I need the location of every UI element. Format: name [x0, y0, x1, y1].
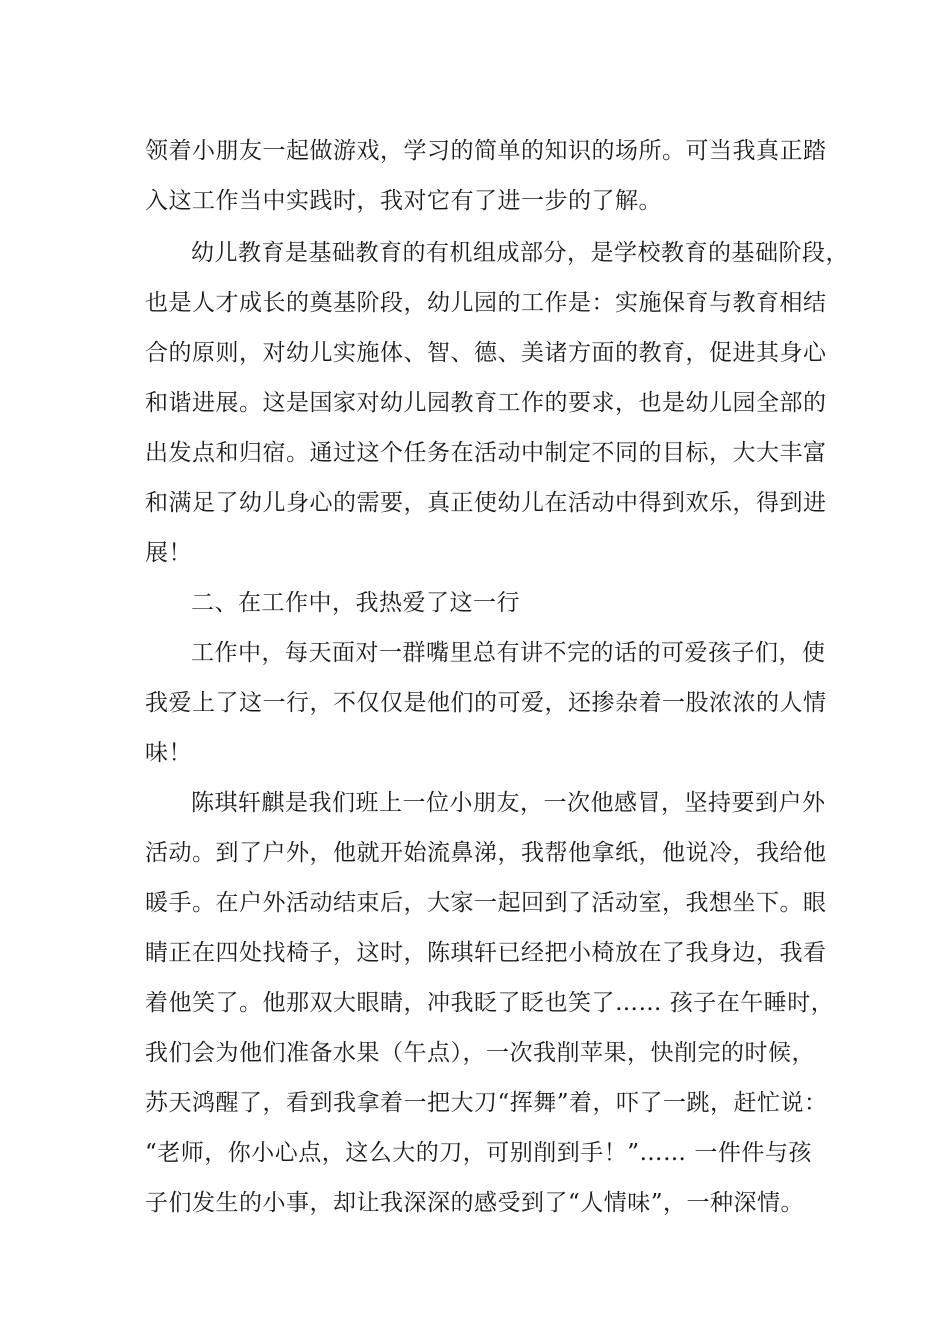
text-line: 着他笑了。他那双大眼睛，冲我眨了眨也笑了…… 孩子在午睡时， [145, 990, 835, 1016]
text-line: 苏天鸿醒了，看到我拿着一把大刀“挥舞”着，吓了一跳，赶忙说： [145, 1090, 828, 1116]
text-line: 出发点和归宿。通过这个任务在活动中制定不同的目标，大大丰富 [145, 440, 827, 466]
paragraph-first-line: 幼儿教育是基础教育的有机组成部分，是学校教育的基础阶段， [191, 240, 849, 266]
text-line: 领着小朋友一起做游戏，学习的简单的知识的场所。可当我真正踏 [145, 138, 827, 164]
text-line: 展！ [145, 540, 192, 566]
paragraph-first-line: 陈琪轩麒是我们班上一位小朋友，一次他感冒，坚持要到户外 [191, 790, 826, 816]
text-line: 和谐进展。这是国家对幼儿园教育工作的要求，也是幼儿园全部的 [145, 390, 827, 416]
text-line: 入这工作当中实践时，我对它有了进一步的了解。 [145, 188, 662, 214]
text-line: 合的原则，对幼儿实施体、智、德、美诸方面的教育，促进其身心 [145, 340, 827, 366]
text-line: 味！ [145, 740, 192, 766]
text-line: 子们发生的小事，却让我深深的感受到了“人情味”，一种深情。 [145, 1190, 805, 1216]
text-line: 暖手。在户外活动结束后，大家一起回到了活动室，我想坐下。眼 [145, 890, 827, 916]
text-line: 活动。到了户外，他就开始流鼻涕，我帮他拿纸，他说冷，我给他 [145, 840, 827, 866]
text-line: 我们会为他们准备水果（午点），一次我削苹果，快削完的时候， [145, 1040, 815, 1066]
text-line: 也是人才成长的奠基阶段，幼儿园的工作是：实施保育与教育相结 [145, 290, 827, 316]
text-line: 睛正在四处找椅子，这时，陈琪轩已经把小椅放在了我身边，我看 [145, 940, 827, 966]
section-heading: 二、在工作中，我热爱了这一行 [191, 590, 520, 616]
text-line: 我爱上了这一行，不仅仅是他们的可爱，还掺杂着一股浓浓的人情 [145, 690, 827, 716]
text-line: 和满足了幼儿身心的需要，真正使幼儿在活动中得到欢乐，得到进 [145, 490, 827, 516]
text-line: “老师，你小心点，这么大的刀，可别削到手！”…… 一件件与孩 [145, 1140, 812, 1166]
paragraph-first-line: 工作中，每天面对一群嘴里总有讲不完的话的可爱孩子们，使 [191, 640, 826, 666]
